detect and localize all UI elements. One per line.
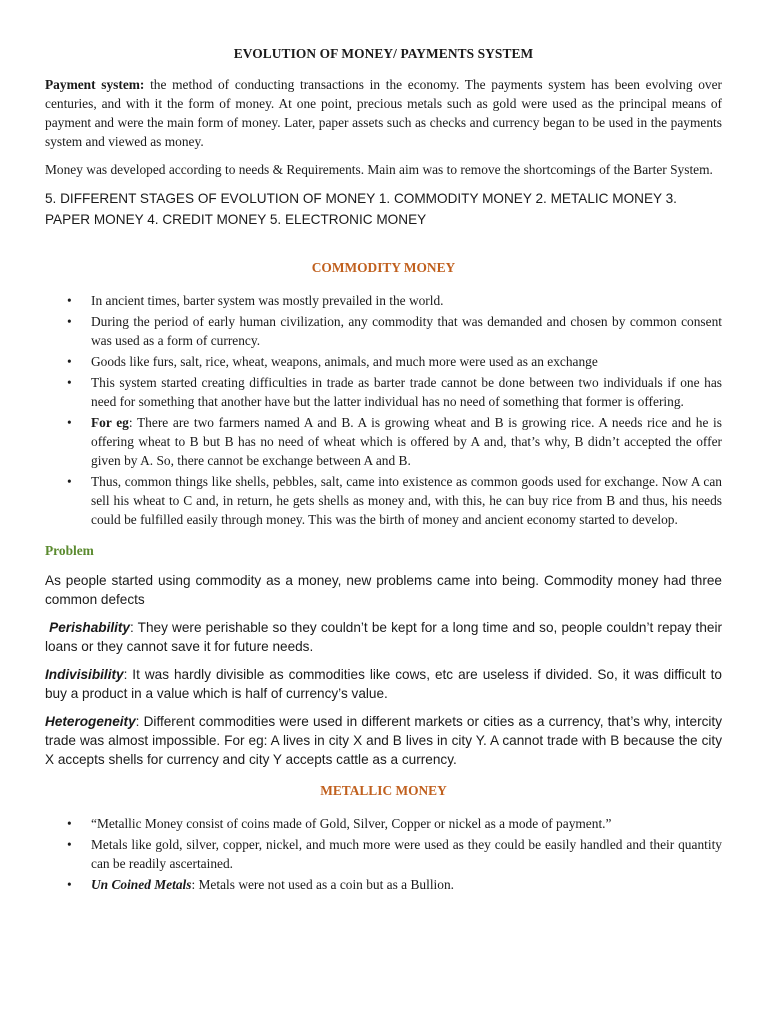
commodity-money-heading: COMMODITY MONEY [311,260,456,275]
bullet-icon: • [67,354,72,369]
list-item [45,875,722,894]
bullet-icon: • [67,293,72,308]
uncoined-label: Un Coined Metals [91,877,192,892]
defect-term: Indivisibility [45,667,124,682]
list-item [45,352,722,371]
commodity-list [45,291,722,529]
bullet-icon: • [67,375,72,390]
list-item-text: “Metallic Money consist of coins made of Gold, Silver, Copper or nickel as a mode of payment.” [91,816,612,831]
list-item [45,312,722,350]
payment-system-label: Payment system: [45,77,145,92]
defect-text: : They were perishable so they couldn’t be kept for a long time and so, people couldn’t repay their loans or they cannot save it for future needs. [45,620,723,654]
bullet-icon: • [67,415,72,430]
defect-text: : Different commodities were used in different markets or cities as a currency, that’s why, intercity trade was almost impossible. For eg: A lives in city X and B lives in city Y. A cannot trade with B because the city X accepts shells for currency and city Y accepts cattle as a currency. [45,714,722,767]
bullet-icon: • [67,474,72,489]
defect-term: Perishability [49,620,130,635]
list-item [45,814,722,833]
bullet-icon: • [67,314,72,329]
defect-indivisibility [45,665,722,703]
problem-heading: Problem [45,543,94,558]
document-title: EVOLUTION OF MONEY/ PAYMENTS SYSTEM [233,46,534,61]
metallic-money-heading: METALLIC MONEY [320,783,447,798]
list-item [45,373,722,411]
list-item-text: Goods like furs, salt, rice, wheat, weapons, animals, and much more were used as an exchange [91,354,598,369]
bullet-icon: • [67,816,72,831]
list-item-text: Metals like gold, silver, copper, nickel, and much more were used as they could be easily handled and their quantity can be readily ascertained. [91,837,722,871]
list-item-text: This system started creating difficulties in trade as barter trade cannot be done between two individuals if one has need for something that another have but the latter individual has no need of something that former is offering. [91,375,722,409]
example-label: For eg [91,415,129,430]
metallic-list [45,814,722,894]
list-item [45,472,722,529]
money-needs-paragraph: Money was developed according to needs & Requirements. Main aim was to remove the shortcomings of the Barter System. [45,162,713,177]
bullet-icon: • [67,837,72,852]
uncoined-text: : Metals were not used as a coin but as a Bullion. [191,877,455,892]
list-item-text: During the period of early human civilization, any commodity that was demanded and chosen by common consent was used as a form of currency. [91,314,722,348]
defect-term: Heterogeneity [45,714,136,729]
list-item [45,835,722,873]
defect-text: : It was hardly divisible as commodities like cows, etc are useless if divided. So, it was difficult to buy a product in a value which is half of currency’s value. [45,667,722,701]
stages-paragraph: 5. DIFFERENT STAGES OF EVOLUTION OF MONEY 1. COMMODITY MONEY 2. METALIC MONEY 3. PAPER MONEY 4. CREDIT MONEY 5. ELECTRONIC MONEY [45,191,677,227]
list-item-text: In ancient times, barter system was mostly prevailed in the world. [91,293,444,308]
example-text: : There are two farmers named A and B. A is growing wheat and B is growing rice. A needs rice and he is offering wheat to B but B has no need of wheat which is offered by A and, that’s why, B didn’t accepted the offer given by A. So, there cannot be exchange between A and B. [91,415,722,468]
problem-intro: As people started using commodity as a money, new problems came into being. Commodity money had three common defects [45,573,722,607]
list-item [45,291,722,310]
list-item [45,413,722,470]
defect-perishability [45,618,722,656]
payment-system-text: the method of conducting transactions in the economy. The payments system has been evolving over centuries, and with it the form of money. At one point, precious metals such as gold were used as the principal means of payment and were the main form of money. Later, paper assets such as checks and currency began to be used in the payments system and viewed as money. [45,77,723,149]
defect-heterogeneity [45,712,722,769]
list-item-text: Thus, common things like shells, pebbles, salt, came into existence as common goods used for exchange. Now A can sell his wheat to C and, in return, he gets shells as money and, with this, he can buy rice from B and thus, his needs could be fulfilled easily through money. This was the birth of money and ancient economy started to develop. [91,474,722,527]
payment-system-paragraph [45,75,722,151]
bullet-icon: • [67,877,72,892]
